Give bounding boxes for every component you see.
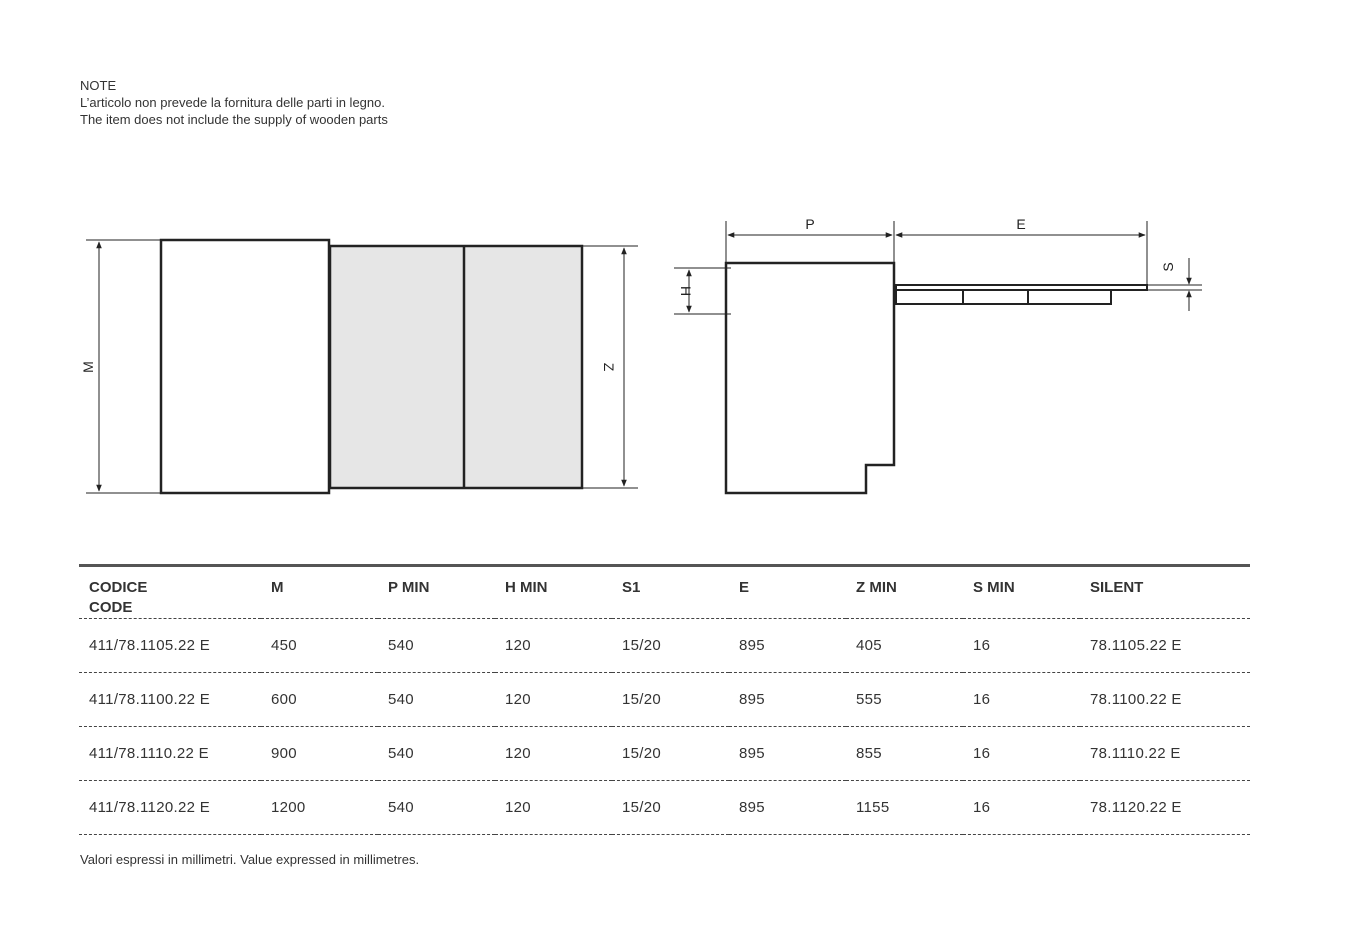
cell-s-min: 16: [963, 727, 1080, 781]
cell-e: 895: [729, 673, 846, 727]
e-dimension-label: E: [1016, 216, 1026, 232]
cell-s1: 15/20: [612, 673, 729, 727]
spec-table: [79, 564, 1250, 835]
cell-silent: 78.1105.22 E: [1080, 619, 1250, 673]
cell-s-min: 16: [963, 619, 1080, 673]
cell-s1: 15/20: [612, 727, 729, 781]
cell-h-min: 120: [495, 781, 612, 835]
cell-z-min: 855: [846, 727, 963, 781]
cell-m: 450: [261, 619, 378, 673]
header-h-min: [495, 566, 612, 619]
drawer-body: [330, 246, 582, 488]
cell-s-min: 16: [963, 781, 1080, 835]
header-e: [729, 566, 846, 619]
cell-e: 895: [729, 619, 846, 673]
note-line-english: The item does not include the supply of wooden parts: [80, 112, 388, 127]
column-header-label: M: [271, 579, 284, 596]
cell-h-min: 120: [495, 727, 612, 781]
cell-h-min: 120: [495, 619, 612, 673]
cabinet-side-outline: [726, 263, 894, 493]
units-footnote: Valori espressi in millimetri. Value expressed in millimetres.: [80, 852, 420, 867]
runner-lower: [896, 290, 1111, 304]
cell-code: 411/78.1110.22 E: [79, 727, 261, 781]
column-header-label: Z MIN: [856, 579, 897, 596]
table-row: [79, 727, 1250, 781]
header-s-min: [963, 566, 1080, 619]
cell-m: 1200: [261, 781, 378, 835]
cell-z-min: 1155: [846, 781, 963, 835]
cell-p-min: 540: [378, 673, 495, 727]
cell-e: 895: [729, 727, 846, 781]
z-dimension-label: Z: [601, 362, 617, 372]
column-header-label: SILENT: [1090, 579, 1144, 596]
cell-p-min: 540: [378, 781, 495, 835]
table-row: [79, 781, 1250, 835]
header-s1: [612, 566, 729, 619]
s-dimension-label: S: [1160, 262, 1176, 272]
note-line-italian: L’articolo non prevede la fornitura delle parti in legno.: [80, 95, 385, 110]
cell-p-min: 540: [378, 619, 495, 673]
header-p-min: [378, 566, 495, 619]
column-header-label: CODICE: [89, 579, 148, 596]
cell-p-min: 540: [378, 727, 495, 781]
cabinet-front-panel: [161, 240, 329, 493]
column-header-label: P MIN: [388, 579, 430, 596]
h-dimension-label: H: [678, 285, 694, 297]
header-z-min: [846, 566, 963, 619]
cell-m: 600: [261, 673, 378, 727]
cell-z-min: 405: [846, 619, 963, 673]
column-header-label: E: [739, 579, 750, 596]
cell-code: 411/78.1100.22 E: [79, 673, 261, 727]
column-header-label: S1: [622, 579, 641, 596]
header-code: [79, 566, 261, 619]
cell-h-min: 120: [495, 673, 612, 727]
note-title: NOTE: [80, 78, 117, 93]
column-header-label: H MIN: [505, 579, 548, 596]
cell-code: 411/78.1120.22 E: [79, 781, 261, 835]
m-dimension-label: M: [80, 361, 96, 373]
header-m: [261, 566, 378, 619]
table-row: [79, 673, 1250, 727]
p-dimension-label: P: [805, 216, 815, 232]
cell-silent: 78.1120.22 E: [1080, 781, 1250, 835]
table-body: [79, 619, 1250, 835]
cell-e: 895: [729, 781, 846, 835]
column-header-label: S MIN: [973, 579, 1015, 596]
cell-s1: 15/20: [612, 619, 729, 673]
cell-silent: 78.1110.22 E: [1080, 727, 1250, 781]
side-view: [674, 216, 1202, 493]
cell-silent: 78.1100.22 E: [1080, 673, 1250, 727]
column-header-sublabel: CODE: [89, 599, 133, 616]
header-silent: [1080, 566, 1250, 619]
table-header-row: [79, 566, 1250, 619]
cell-s-min: 16: [963, 673, 1080, 727]
table-row: [79, 619, 1250, 673]
cell-s1: 15/20: [612, 781, 729, 835]
cell-z-min: 555: [846, 673, 963, 727]
cell-m: 900: [261, 727, 378, 781]
cell-code: 411/78.1105.22 E: [79, 619, 261, 673]
front-view: [80, 240, 638, 493]
